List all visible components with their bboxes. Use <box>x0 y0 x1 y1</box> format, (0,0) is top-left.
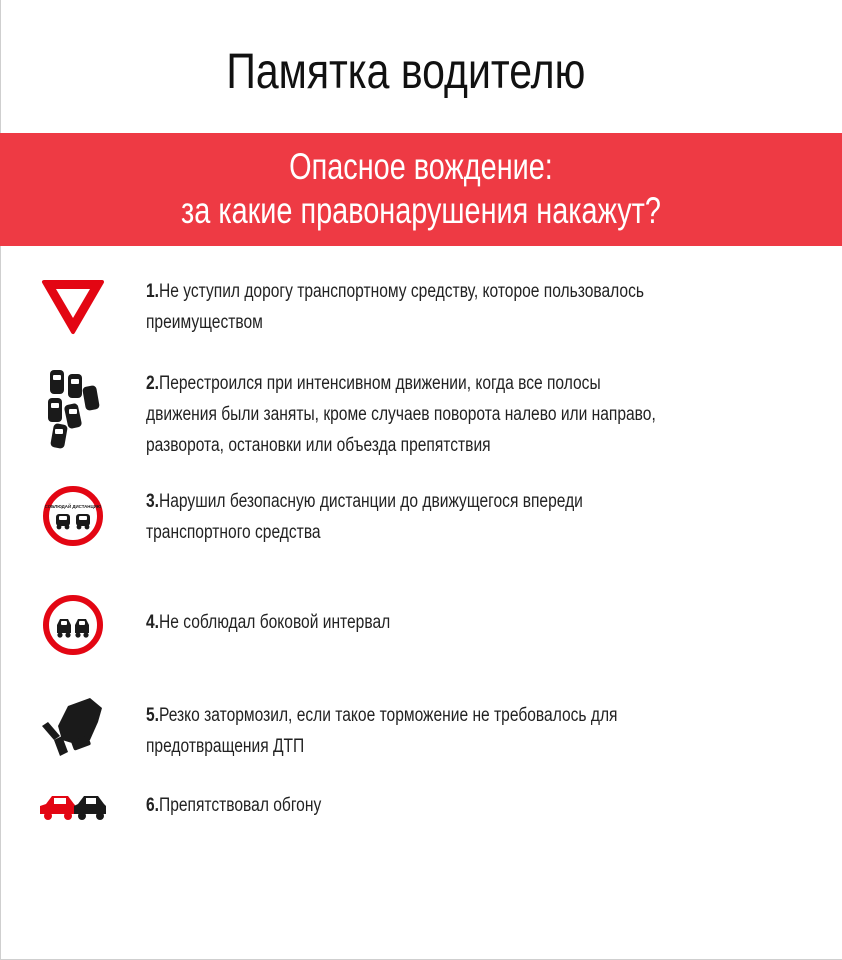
overtaking-cars-icon <box>38 790 108 822</box>
item-text-3: 3.Нарушил безопасную дистанции до движущегося впереди транспортного средства <box>146 491 583 543</box>
side-interval-sign-icon <box>38 595 108 655</box>
dense-traffic-cars-icon <box>38 368 108 450</box>
foot-brake-pedal-icon <box>38 696 108 760</box>
keep-distance-sign-icon <box>38 486 108 546</box>
banner-line-1: Опасное вождение: <box>289 146 553 187</box>
item-text-4: 4.Не соблюдал боковой интервал <box>146 612 391 633</box>
headline-banner <box>0 133 842 246</box>
item-text-2: 2.Перестроился при интенсивном движении, когда все полосы движения были заняты, кроме случаев поворота налево или направо, разворота, остановки или объезда препятствия <box>146 373 656 456</box>
item-text-5: 5.Резко затормозил, если такое торможение не требовалось для предотвращения ДТП <box>146 705 618 757</box>
item-text-1: 1.Не уступил дорогу транспортному средству, которое пользовалось преимуществом <box>146 281 644 333</box>
svg-text:СОБЛЮДАЙ ДИСТАНЦИЮ: СОБЛЮДАЙ ДИСТАНЦИЮ <box>44 504 102 509</box>
page-title: Памятка водителю <box>226 43 586 99</box>
item-text-6: 6.Препятствовал обгону <box>146 795 322 816</box>
yield-sign-icon <box>38 278 108 336</box>
banner-line-2: за какие правонарушения накажут? <box>181 190 661 231</box>
